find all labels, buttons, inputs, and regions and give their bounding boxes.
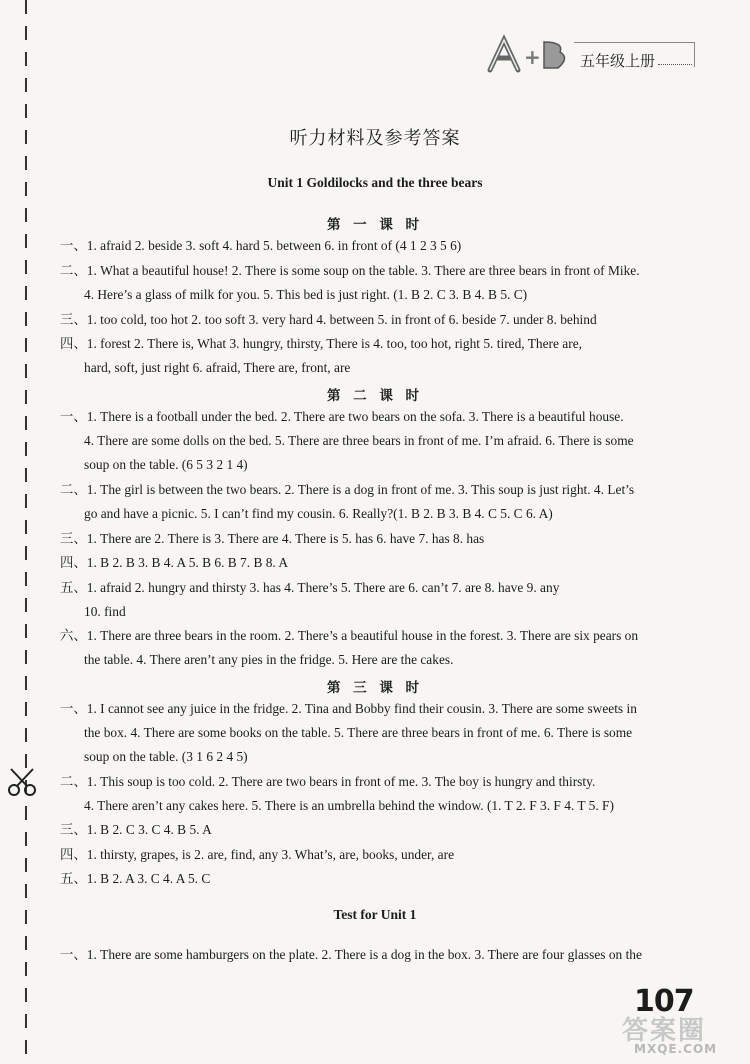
lesson-heading-2: 第 二 课 时 [326,388,424,404]
answer-line: 五、1. afraid 2. hungry and thirsty 3. has 4. There’s 5. There are 6. can’t 7. are 8. have 9. any [60,580,560,595]
test-title: Test for Unit 1 [333,907,417,922]
answer-line: 三、1. B 2. C 3. C 4. B 5. A [60,822,212,837]
answer-line: 三、1. too cold, too hot 2. too soft 3. very hard 4. between 5. in front of 6. beside 7. under 8. behind [60,312,597,327]
answer-line: 三、1. There are 2. There is 3. There are 4. There is 5. has 6. have 7. has 8. has [60,531,485,546]
answer-line: 一、1. There is a football under the bed. 2. There are two bears on the sofa. 3. There is a beautiful house. [60,409,624,424]
answer-line: soup on the table. (6 5 3 2 1 4) [84,457,248,472]
answer-line: 四、1. forest 2. There is, What 3. hungry, thirsty, There is 4. too, too hot, right 5. tired, There are, [60,336,583,351]
answer-line: 二、1. What a beautiful house! 2. There is some soup on the table. 3. There are three bears in front of Mike. [60,263,640,278]
answer-line: the table. 4. There aren’t any pies in the fridge. 5. Here are the cakes. [84,652,454,667]
answer-line: 一、1. afraid 2. beside 3. soft 4. hard 5. between 6. in front of (4 1 2 3 5 6) [60,238,462,253]
answer-line: 一、1. There are some hamburgers on the plate. 2. There is a dog in the box. 3. There are four glasses on the [60,947,642,962]
scissors-icon [6,766,40,800]
header-dots [658,64,692,65]
page-number: 107 [634,984,694,1019]
brand-logo [484,34,574,74]
answer-line: soup on the table. (3 1 6 2 4 5) [84,749,248,764]
answer-line: go and have a picnic. 5. I can’t find my cousin. 6. Really?(1. B 2. B 3. B 4. C 5. C 6. A) [84,506,553,521]
svg-text:+: + [524,45,541,69]
unit-title: Unit 1 Goldilocks and the three bears [267,175,483,190]
answer-line: the box. 4. There are some books on the table. 5. There are three bears in front of me. 6. There is some [84,725,633,740]
answer-line: 10. find [84,604,126,619]
page-title: 听力材料及参考答案 [289,128,461,149]
answer-line: 4. There are some dolls on the bed. 5. There are three bears in front of me. I’m afraid. 6. There is some [84,433,634,448]
answer-line: 二、1. This soup is too cold. 2. There are two bears in front of me. 3. The boy is hungry and thirsty. [60,774,596,789]
grade-label: 五年级上册 [580,52,656,70]
lesson-heading-3: 第 三 课 时 [326,680,424,696]
answer-line: 4. Here’s a glass of milk for you. 5. This bed is just right. (1. B 2. C 3. B 4. B 5. C) [84,287,528,302]
watermark [618,1010,738,1060]
answer-line: 五、1. B 2. A 3. C 4. A 5. C [60,871,211,886]
answer-line: 六、1. There are three bears in the room. 2. There’s a beautiful house in the forest. 3. There are six pears on [60,628,639,643]
watermark-text: 答案圈 [622,1016,707,1046]
cut-line [25,0,31,1064]
answer-line: 4. There aren’t any cakes here. 5. There is an umbrella behind the window. (1. T 2. F 3. F 4. T 5. F) [84,798,614,813]
answer-line: hard, soft, just right 6. afraid, There are, front, are [84,360,351,375]
answer-line: 四、1. B 2. B 3. B 4. A 5. B 6. B 7. B 8. A [60,555,289,570]
answer-line: 二、1. The girl is between the two bears. 2. There is a dog in front of me. 3. This soup is just right. 4. Let’s [60,482,635,497]
lesson-heading-1: 第 一 课 时 [326,217,424,233]
watermark-url: MXQE.COM [634,1042,718,1056]
answer-line: 一、1. I cannot see any juice in the fridge. 2. Tina and Bobby find their cousin. 3. There are some sweets in [60,701,637,716]
answer-line: 四、1. thirsty, grapes, is 2. are, find, any 3. What’s, are, books, under, are [60,847,455,862]
